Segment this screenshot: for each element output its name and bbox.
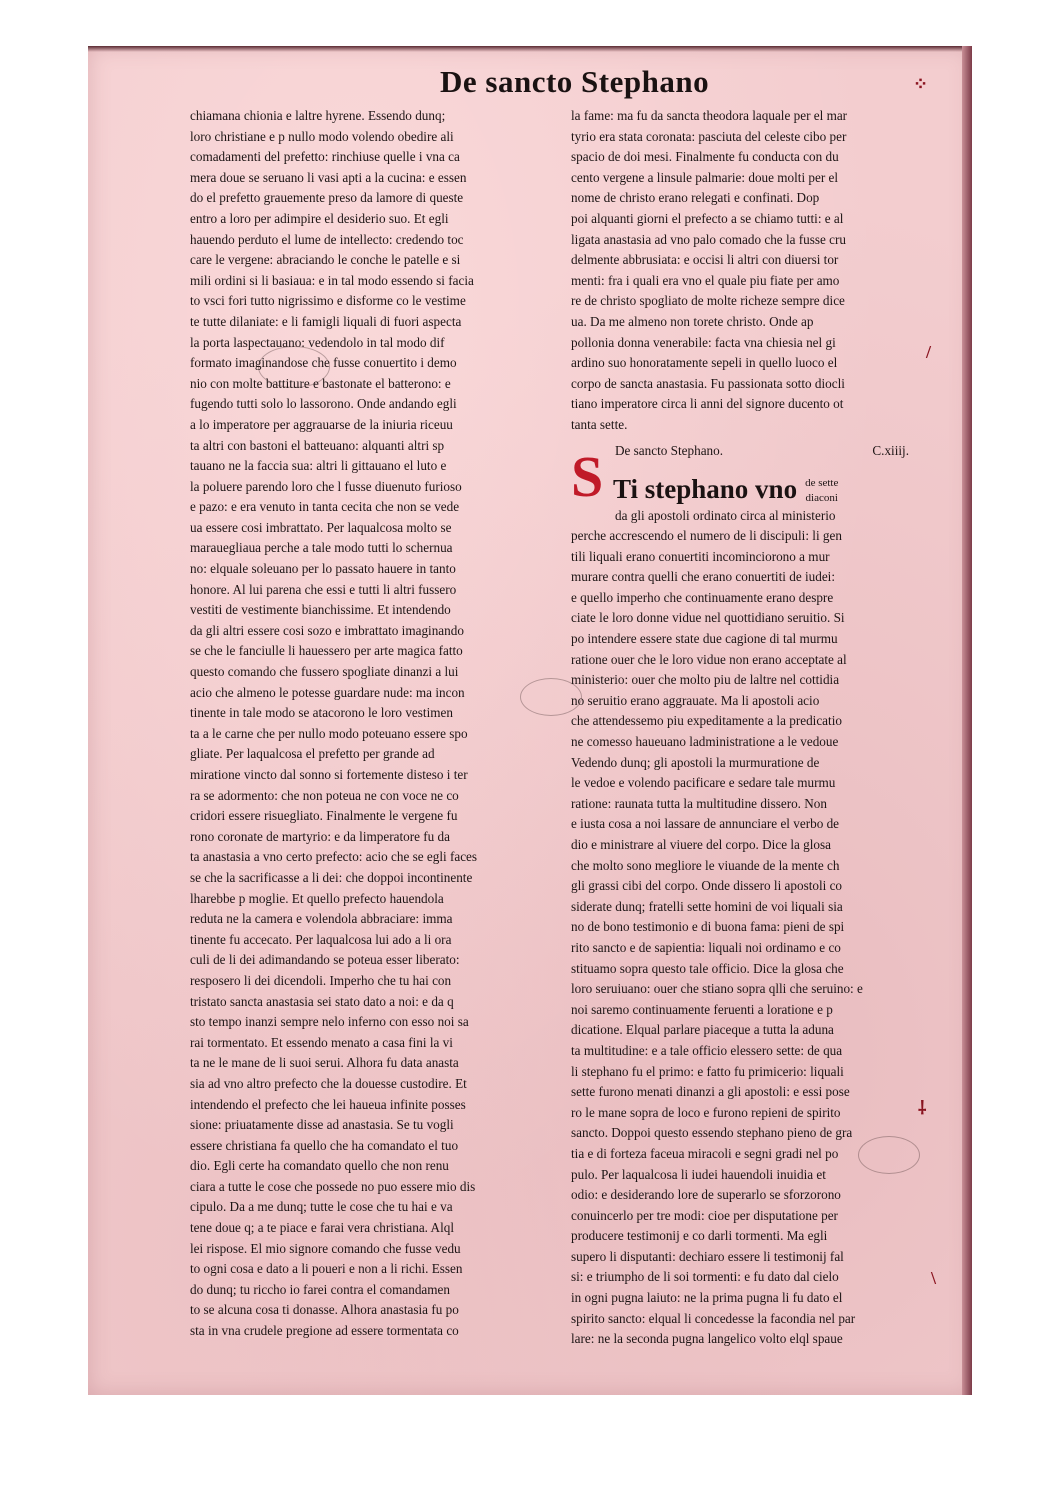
text-line: se che la sacrificasse a li dei: che doppoi incontinente [190, 869, 473, 885]
text-line: tiano imperatore circa li anni del signore ducento ot [571, 396, 844, 412]
text-line: nio con molte battiture e bastonate el batterono: e [190, 375, 451, 391]
text-line: rai tormentato. Et essendo menato a casa fini la vi [190, 1034, 453, 1050]
text-line: murare contra quelli che erano conuertiti de iudei: [571, 569, 836, 585]
text-line: dicatione. Elqual parlare piaceque a tutta la aduna [571, 1022, 834, 1038]
text-line: cridori essere risuegliato. Finalmente le vergene fu [190, 808, 458, 824]
text-line: in ogni pugna laiuto: ne la prima pugna li fu dato el [571, 1290, 843, 1306]
text-line: producere testimonij e co darli tormenti. Ma egli [571, 1228, 828, 1244]
text-line: sancto. Doppoi questo essendo stephano pieno de gra [571, 1125, 853, 1141]
text-line: siderate dunq; fratelli sette homini de voi liquali sia [571, 898, 843, 914]
text-line: no de bono testimonio e di buona fama: pieni de spi [571, 919, 845, 935]
text-line: rito sancto e de sapientia: liquali noi ordinamo e co [571, 939, 841, 955]
right-column-top-text [571, 106, 921, 436]
chapter-title-small [805, 476, 838, 506]
text-line: vestiti de vestimente bianchissime. Et intendendo [190, 602, 451, 618]
text-line: hauendo perduto el lume de intellecto: credendo toc [190, 231, 464, 247]
text-line: ardino suo honoratamente sepeli in quello luoco el [571, 355, 838, 371]
text-line: rono coronate de martyrio: e da limperatore fu da [190, 828, 450, 844]
text-line: spacio de doi mesi. Finalmente fu conducta con du [571, 149, 839, 165]
text-line: do el prefetto grauemente preso da lamore di queste [190, 190, 464, 206]
text-line: chiamana chionia e laltre hyrene. Essendo dunq; [190, 108, 446, 123]
text-line: no: elquale soleuano per lo passato hauere in tanto [190, 561, 456, 577]
running-head: De sancto Stephano [440, 64, 710, 99]
margin-mark: ⸸ [918, 1098, 927, 1118]
text-line: Vedendo dunq; gli apostoli la murmuratione de [571, 754, 820, 770]
text-line: gliate. Per laqualcosa el prefetto per grande ad [190, 746, 435, 762]
manuscript-page [88, 46, 972, 1395]
text-line: gli grassi cibi del corpo. Onde dissero li apostoli co [571, 878, 843, 894]
text-line: ne comesso haueuano ladministratione a le vedoue [571, 734, 839, 750]
text-line: tauano ne la faccia sua: altri li gittauano el luto e [190, 458, 447, 474]
chapter-number: C.xiiij. [872, 442, 909, 458]
page-top-shadow [88, 46, 972, 52]
text-line: mili ordini si li basiaua: e in tal modo essendo si facia [190, 272, 474, 288]
text-line: ta ne le mane de li suoi serui. Alhora fu data anasta [190, 1055, 459, 1071]
text-line: mera doue se seruano li vasi apti a la cucina: e essen [190, 169, 467, 185]
text-line: spirito sancto: elqual li concedesse la facondia nel par [571, 1310, 856, 1326]
text-line: miratione vincto dal sonno si fortemente disteso i ter [190, 767, 468, 782]
text-line: formato imaginandose che fusse conuertito i demo [190, 355, 457, 371]
text-line: tristato sancta anastasia sei stato dato a noi: e da q [190, 993, 454, 1009]
text-line: noi saremo continuamente feruenti a loratione e p [571, 1001, 833, 1017]
text-line: tili liquali erano conuertiti incominciorono a mur [571, 548, 830, 564]
text-line: supero li disputanti: dechiaro essere li testimonij fal [571, 1248, 844, 1264]
text-line: tia e di forteza faceua miracoli e segni gradi nel po [571, 1145, 839, 1161]
page-edge [962, 46, 972, 1395]
chapter-title-small-top: de sette [805, 476, 839, 489]
text-line: se che le fanciulle li hauessero per arte magica fatto [190, 643, 463, 659]
text-line: to ogni cosa e dato a li poueri e non a li richi. Essen [190, 1261, 463, 1277]
text-line: lharebbe p moglie. Et quello prefecto hauendola [190, 890, 444, 906]
text-line: care le vergene: abraciando le conche le patelle e si [190, 252, 461, 268]
text-line: dio e ministrare al viuere del corpo. Dice la glosa [571, 837, 831, 852]
right-column-bottom-text [571, 506, 921, 1350]
text-line: la porta laspectauano: vedendolo in tal modo dif [190, 334, 445, 350]
text-line: sta in vna crudele pregione ad essere tormentata co [190, 1323, 459, 1339]
text-line: reduta ne la camera e volendola abbraciare: imma [190, 911, 453, 927]
faded-stamp [258, 346, 330, 388]
faded-stamp [520, 678, 582, 716]
text-line: ta altri con bastoni el batteuano: alquanti altri sp [190, 437, 445, 453]
text-line: ciate le loro donne vidue nel quottidiano seruitio. Si [571, 610, 845, 626]
text-line: to vsci fori tutto nigrissimo e disforme co le vestime [190, 293, 466, 309]
chapter-title: Ti stephano vno [613, 473, 798, 504]
text-line: ligata anastasia ad vno palo comado che la fusse cru [571, 231, 846, 247]
text-line: to se alcuna cosa ti donasse. Alhora anastasia fu po [190, 1302, 459, 1318]
text-line: stituamo sopra questo tale officio. Dice la glosa che [571, 960, 844, 976]
text-line: ta multitudine: e a tale officio elessero sette: de qua [571, 1042, 843, 1058]
text-line: honore. Al lui parena che essi e tutti li altri fussero [190, 581, 457, 597]
text-line: ua essere cosi imbrattato. Per laqualcosa molto se [190, 519, 452, 535]
text-line: loro seruiuano: ouer che stiano sopra qlli che seruino: e [571, 981, 863, 997]
text-line: sia ad vno altro prefecto che la douesse custodire. Et [190, 1075, 467, 1091]
text-line: cento vergene a linsule palmarie: doue molti per el [571, 169, 839, 185]
text-line: comadamenti del prefetto: rinchiuse quelle i vna ca [190, 149, 460, 165]
text-line: e quello imperho che continuamente erano despre [571, 589, 834, 605]
chapter-title-small-bottom: diaconi [805, 491, 838, 504]
text-line: nome de christo erano relegati e confinati. Dop [571, 190, 820, 206]
text-line: ua. Da me almeno non torete christo. Onde ap [571, 313, 814, 329]
text-line: pollonia donna venerabile: facta vna chiesia nel gi [571, 334, 836, 350]
text-line: pulo. Per laqualcosa li iudei hauendoli inuidia et [571, 1166, 826, 1182]
text-line: ta anastasia a vno certo prefecto: acio che se egli faces [190, 849, 478, 865]
text-line: che molto sono megliore le viuande de la mente ch [571, 857, 840, 873]
text-line: li stephano fu el primo: e fatto fu primicerio: liquali [571, 1063, 844, 1079]
left-column [190, 106, 540, 1342]
text-line: tanta sette. [571, 416, 628, 432]
text-line: la fame: ma fu da sancta theodora laquale per el mar [571, 108, 848, 123]
text-line: sto tempo inanzi sempre nelo inferno con esso noi sa [190, 1014, 469, 1030]
text-line: ro le mane sopra de loco e furono repieni de spirito [571, 1104, 841, 1120]
text-line: po intendere essere state due cagione di tal murmu [571, 631, 838, 647]
text-line: te tutte dilaniate: e li famigli liquali di fuori aspecta [190, 313, 462, 329]
text-line: odio: e desiderando lore de superarlo se sforzorono [571, 1187, 841, 1203]
text-line: tinente in tale modo se atacorono le loro vestimen [190, 705, 453, 721]
text-line: poi alquanti giorni el prefecto a se chiamo tutti: e al [571, 210, 844, 226]
text-line: ra se adormento: che non poteua ne con voce ne co [190, 787, 459, 803]
text-line: conuincerlo per tre modi: cioe per disputatione per [571, 1207, 838, 1223]
text-line: ministerio: ouer che molto piu de laltre nel cottidia [571, 672, 840, 688]
margin-mark: / [926, 342, 932, 362]
text-line: culi de li dei adimandando se poteua esser liberato: [190, 952, 460, 968]
chapter-heading [571, 436, 921, 466]
text-line: che attendessemo piu expeditamente a la predicatio [571, 713, 842, 729]
text-line: la poluere parendo loro che l fusse diuenuto furioso [190, 478, 462, 494]
text-line: ciara a tutte le cose che possede no puo essere mio dis [190, 1178, 476, 1194]
text-line: lei rispose. El mio signore comando che fusse vedu [190, 1240, 461, 1256]
text-line: e iusta cosa a noi lassare de annunciare el verbo de [571, 816, 840, 832]
text-line: no seruitio erano aggrauate. Ma li apostoli acio [571, 692, 820, 708]
text-line: do dunq; tu riccho io farei contra el comandamen [190, 1281, 450, 1297]
text-line: sette furono menati dinanzi a gli apostoli: e essi pose [571, 1084, 850, 1100]
text-line: tene doue q; a te piace e farai vera christiana. Alql [190, 1220, 454, 1236]
margin-mark: \ [931, 1268, 937, 1288]
text-line: cipulo. Da a me dunq; tutte le cose che tu hai e va [190, 1199, 453, 1215]
text-line: tinente fu accecato. Per laqualcosa lui ado a li ora [190, 931, 452, 947]
rubricated-initial: S [571, 443, 604, 509]
text-line: marauegliaua perche a tale modo tutti lo schernua [190, 540, 453, 556]
text-line: le vedoe e volendo pacificare e sedare tale murmu [571, 775, 836, 791]
text-line: sione: priuatamente disse ad anastasia. Se tu vogli [190, 1117, 454, 1133]
text-line: entro a loro per adimpire el desiderio suo. Et egli [190, 210, 449, 226]
text-line: intendendo el prefecto che lei haueua infinite posses [190, 1096, 466, 1112]
text-line: e pazo: e era venuto in tanta cecita che non se vede [190, 499, 460, 515]
text-line: menti: fra i quali era vno el quale piu fiate per amo [571, 272, 840, 288]
text-line: questo comando che fussero spogliate dinanzi a lui [190, 664, 459, 680]
margin-mark: ⁘ [913, 74, 929, 94]
text-line: perche accrescendo el numero de li discipuli: li gen [571, 528, 842, 544]
text-line: re de christo spogliato de molte richeze sempre dice [571, 293, 845, 309]
text-line: da gli altri essere cosi sozo e imbrattato imaginando [190, 622, 464, 638]
chapter-label: De sancto Stephano. [615, 442, 724, 458]
text-line: ratione ouer che le loro vidue non erano acceptate al [571, 651, 847, 667]
text-line: tyrio era stata coronata: pasciuta del celeste cibo per [571, 128, 847, 144]
text-line: essere christiana fa quello che ha comandato el tuo [190, 1137, 459, 1153]
text-line: resposero li dei dicendoli. Imperho che tu hai con [190, 972, 452, 988]
text-line: fugendo tutti solo lo lassorono. Onde andando egli [190, 396, 457, 412]
text-line: ta a le carne che per nullo modo poteuano essere spo [190, 725, 468, 741]
text-line: lare: ne la seconda pugna langelico volto elql spaue [571, 1331, 843, 1347]
text-line: corpo de sancta anastasia. Fu passionata sotto diocli [571, 375, 845, 391]
text-line: ratione: raunata tutta la multitudine dissero. Non [571, 795, 827, 811]
text-line: acio che almeno le potesse guardare nude: ma incon [190, 684, 465, 700]
text-line: si: e triumpho de li soi tormenti: e fu dato dal cielo [571, 1269, 839, 1285]
text-line: da gli apostoli ordinato circa al ministerio [615, 507, 836, 523]
text-line: loro christiane e p nullo modo volendo obedire ali [190, 128, 454, 144]
text-line: dio. Egli certe ha comandato quello che non renu [190, 1158, 449, 1174]
faded-stamp [858, 1136, 920, 1174]
text-line: a lo imperatore per aggrauarse de la iniuria riceuu [190, 416, 453, 432]
text-line: delmente abbrusiata: e occisi li altri con diuersi tor [571, 252, 839, 268]
